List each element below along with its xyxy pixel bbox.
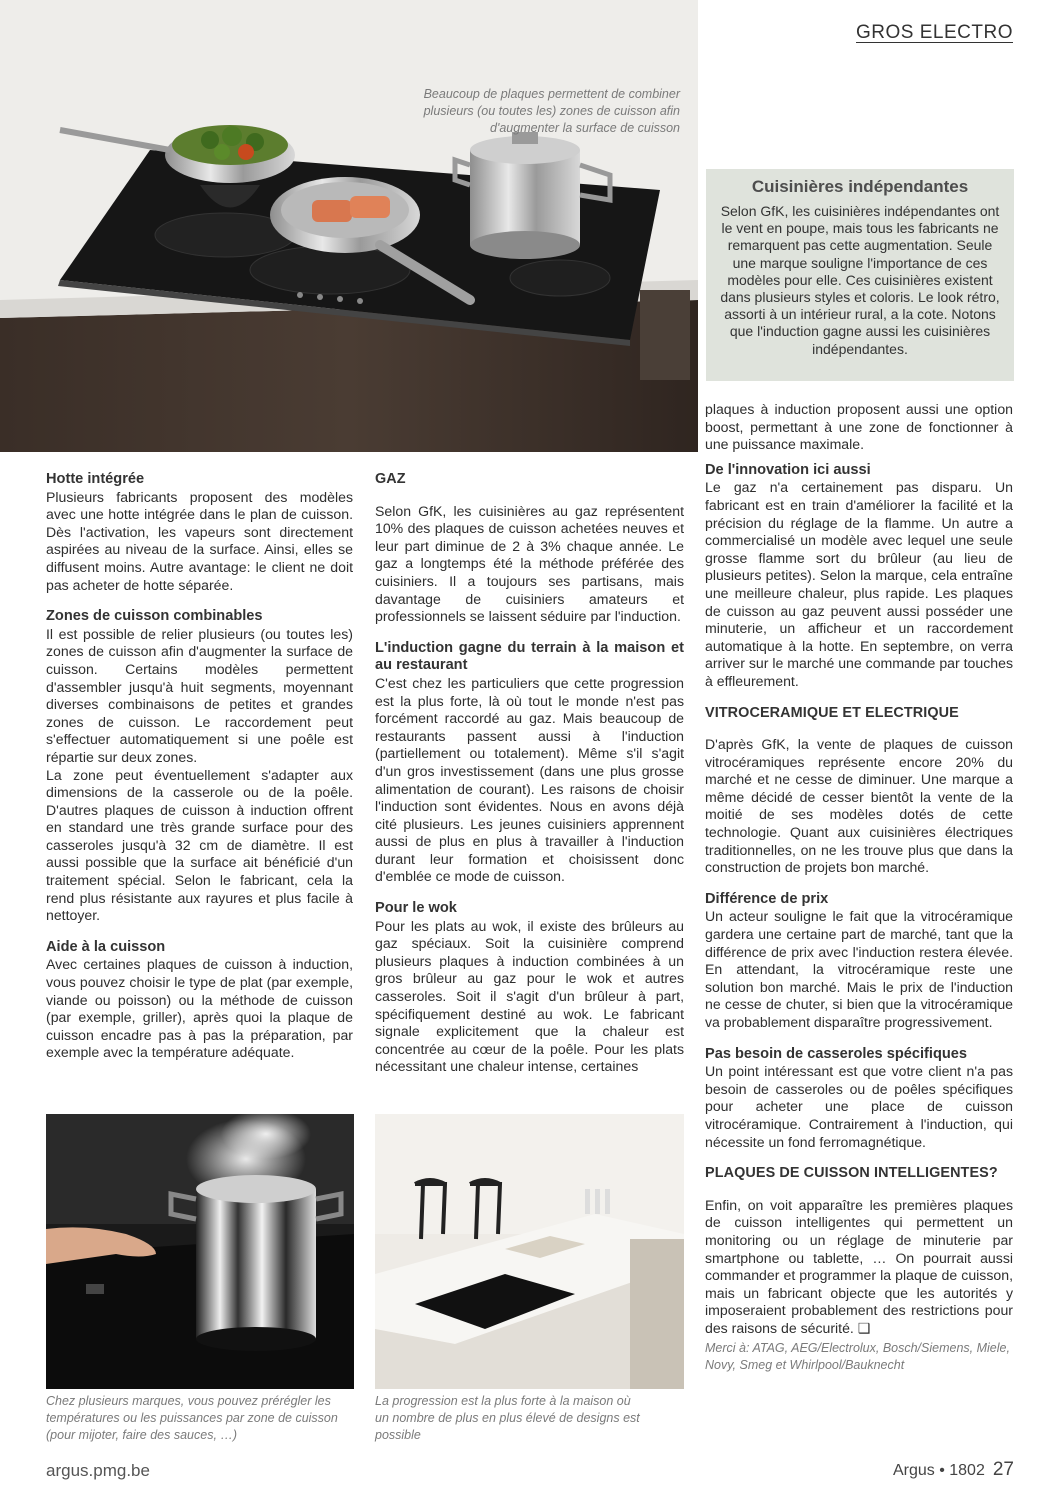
- para-wok: Pour les plats au wok, il existe des brûleurs au gaz spéciaux. Soit la cuisinière comprend plusieurs plaques à induction combinées à un gros brûleur au gaz pour le wok et autres casseroles. Soit il s'agit d'un brûleur à part, spécifiquement destiné au wok. Le fabricant signale explicitement que la chaleur est concentrée au cœur de la poêle. Pour les plats nécessitant une chaleur intense, certaines: [375, 917, 684, 1075]
- hero-illustration: [0, 0, 698, 452]
- sidebar-box-cuisinieres: [706, 169, 1014, 381]
- heading-aide: Aide à la cuisson: [46, 938, 166, 955]
- hero-caption: Beaucoup de plaques permettent de combiner plusieurs (ou toutes les) zones de cuisson afin d'augmenter la surface de cuisson: [423, 87, 680, 135]
- column-2: [375, 471, 684, 1076]
- para-zones-b: La zone peut éventuellement s'adapter aux dimensions de la casserole ou de la poêle. D'autres plaques de cuisson à induction offrent en standard une très grande surface pour des casseroles jusqu'à 32 cm de diamètre. Il est aussi possible que la surface ait bénéficié d'un traitement spécial. Selon le fabricant, cela la rend plus résistante aux rayures et plus facile à nettoyer.: [46, 766, 353, 924]
- para-gaz: Selon GfK, les cuisinières au gaz représentent 10% des plaques de cuisson achetées neuves et leur part diminue de 2 à 3% chaque année. Le gaz a longtemps été la méthode préférée des cuisiniers. Il a toujours ses partisans, mais davantage de cuisiniers amateurs et professionnels se laissent séduire par l'induction.: [375, 502, 684, 625]
- thanks-note: Merci à: ATAG, AEG/Electrolux, Bosch/Siemens, Miele, Novy, Smeg et Whirlpool/Bauknecht: [705, 1340, 1010, 1372]
- sidebar-box-text: Selon GfK, les cuisinières indépendantes ont le vent en poupe, mais tous les fabricants ne remarquent pas cette augmentation. Seule une marque souligne l'importance de ces modèles pour elle. Ces cuisinières existent dans plusieurs styles et coloris. Le look rétro, assorti à un intérieur rural, a la cote. Notons que l'induction gagne aussi les cuisinières indépendantes.: [720, 203, 1000, 357]
- end-mark: ❑: [857, 1319, 871, 1336]
- photo1-caption: Chez plusieurs marques, vous pouvez prérégler les températures ou les puissances par zone de cuisson (pour mijoter, faire des sauces, …): [46, 1394, 338, 1442]
- heading-prix: Différence de prix: [705, 890, 829, 907]
- column-1: [46, 471, 353, 1062]
- heading-vitro: VITROCERAMIQUE ET ELECTRIQUE: [705, 704, 959, 721]
- section-tag: GROS ELECTRO: [856, 22, 1013, 43]
- para-intelligentes-text: Enfin, on voit apparaître les premières plaques de cuisson intelligentes qui permettent un monitoring ou un réglage de minuterie par smartphone ou tablette, … On pourrait aussi commander et programmer la plaque de cuisson, mais un fabricant objecte que les autorités y imposeraient probablement des restrictions pour des raisons de sécurité.: [705, 1196, 1013, 1336]
- column-3: [705, 401, 1013, 1374]
- para-vitro: D'après GfK, la vente de plaques de cuisson vitrocéramiques représente encore 20% du marché et ne cesse de diminuer. Une marque a même décidé de cesser bientôt la vente de la moitié de ses modèles dotés de cette technologie. Quant aux cuisinières électriques traditionnelles, on ne les trouve plus que dans la construction de projets bon marché.: [705, 736, 1013, 876]
- photo-kitchen-island-illustration: [375, 1114, 684, 1389]
- footer-issue-label: Argus • 1802: [892, 1462, 985, 1479]
- heading-hotte: Hotte intégrée: [46, 471, 145, 487]
- sidebar-box-title: Cuisinières indépendantes: [751, 177, 969, 196]
- para-aide: Avec certaines plaques de cuisson à induction, vous pouvez choisir le type de plat (par exemple, viande ou poisson) ou la méthode de cuisson (par exemple, griller), après quoi la plaque de cuisson encadre pas à pas la préparation, par exemple avec la température adéquate.: [46, 956, 353, 1061]
- para-innovation: Le gaz n'a certainement pas disparu. Un fabricant est en train d'améliorer la facilité et la précision du réglage de la flamme. Un autre a commercialisé un modèle avec lequel une seule grosse flamme sort du brûleur (au lieu de plusieurs petites). Selon la marque, cela entraîne une meilleure chaleur, plus rapide. Les plaques de cuisson au gaz peuvent aussi posséder une minuterie, un afficheur et un raccordement automatique à la hotte. En septembre, on verra arriver sur le marché une commande par touches à effleurement.: [705, 479, 1013, 689]
- para-prix: Un acteur souligne le fait que la vitrocéramique gardera une certaine part de marché, tant que la différence de prix avec l'induction restera élevée. En attendant, la vitrocéramique reste une solution bon marché. Mais le prix de l'induction ne cesse de chuter, si bien que la vitrocéramique va probablement disparaître progressivement.: [705, 908, 1013, 1030]
- footer-issue: [893, 1459, 1014, 1481]
- heading-zones: Zones de cuisson combinables: [46, 608, 263, 625]
- heading-induction: L'induction gagne du terrain à la maison et au restaurant: [375, 639, 684, 674]
- para-intelligentes: [705, 1197, 1013, 1338]
- heading-innovation: De l'innovation ici aussi: [705, 461, 871, 478]
- photo-steaming-pot-illustration: [46, 1114, 354, 1389]
- footer-site: argus.pmg.be: [46, 1461, 150, 1480]
- heading-gaz: GAZ: [375, 471, 406, 487]
- para-hotte: Plusieurs fabricants proposent des modèles avec une hotte intégrée dans le plan de cuisson. Dès l'activation, les vapeurs sont directement aspirées au niveau de la surface. Ainsi, elles se diffusent moins. Autre avantage: le client ne doit pas acheter de hotte séparée.: [46, 488, 353, 593]
- heading-wok: Pour le wok: [375, 900, 457, 917]
- photo-kitchen-island: [375, 1114, 684, 1389]
- photo-steaming-pot: [46, 1114, 354, 1389]
- photo2-caption: La progression est la plus forte à la maison où un nombre de plus en plus élevé de designs est possible: [375, 1394, 640, 1442]
- para-induction: C'est chez les particuliers que cette progression est la plus forte, là où tout le monde n'est pas forcément raccordé au gaz. Mais beaucoup de restaurants passent aussi à l'induction (partiellement ou totalement). Même s'il s'agit d'un gros investissement (dans une plus grosse alimentation de courant). Les raisons de choisir l'induction sont évidentes. Nous en avons déjà cité plusieurs. Les jeunes cuisiniers apprennent aussi de plus en plus à travailler à l'induction durant leur formation et choisissent donc d'emblée ce mode de cuisson.: [375, 674, 684, 885]
- heading-intelligentes: PLAQUES DE CUISSON INTELLIGENTES?: [705, 1165, 998, 1182]
- heading-casseroles: Pas besoin de casseroles spécifiques: [705, 1045, 968, 1062]
- para-casseroles: Un point intéressant est que votre client n'a pas besoin de casseroles ou de poêles spécifiques pour acheter une place de cuisson vitrocéramique. Contrairement à l'induction, qui nécessite un fond ferromagnétique.: [705, 1063, 1013, 1150]
- hero-photo: [0, 0, 698, 452]
- para-boost: plaques à induction proposent aussi une option boost, permettant à une zone de fonctionner à une puissance maximale.: [705, 401, 1013, 453]
- page-number: 27: [992, 1459, 1014, 1480]
- para-zones-a: Il est possible de relier plusieurs (ou toutes les) zones de cuisson afin d'augmenter la surface de cuisson. Certains modèles permettent d'assembler jusqu'à huit segments, moyennant diverses combinaisons de petites et grandes zones de cuisson. Le raccordement peut s'effectuer automatiquement si une poêle est répartie sur deux zones.: [46, 625, 353, 765]
